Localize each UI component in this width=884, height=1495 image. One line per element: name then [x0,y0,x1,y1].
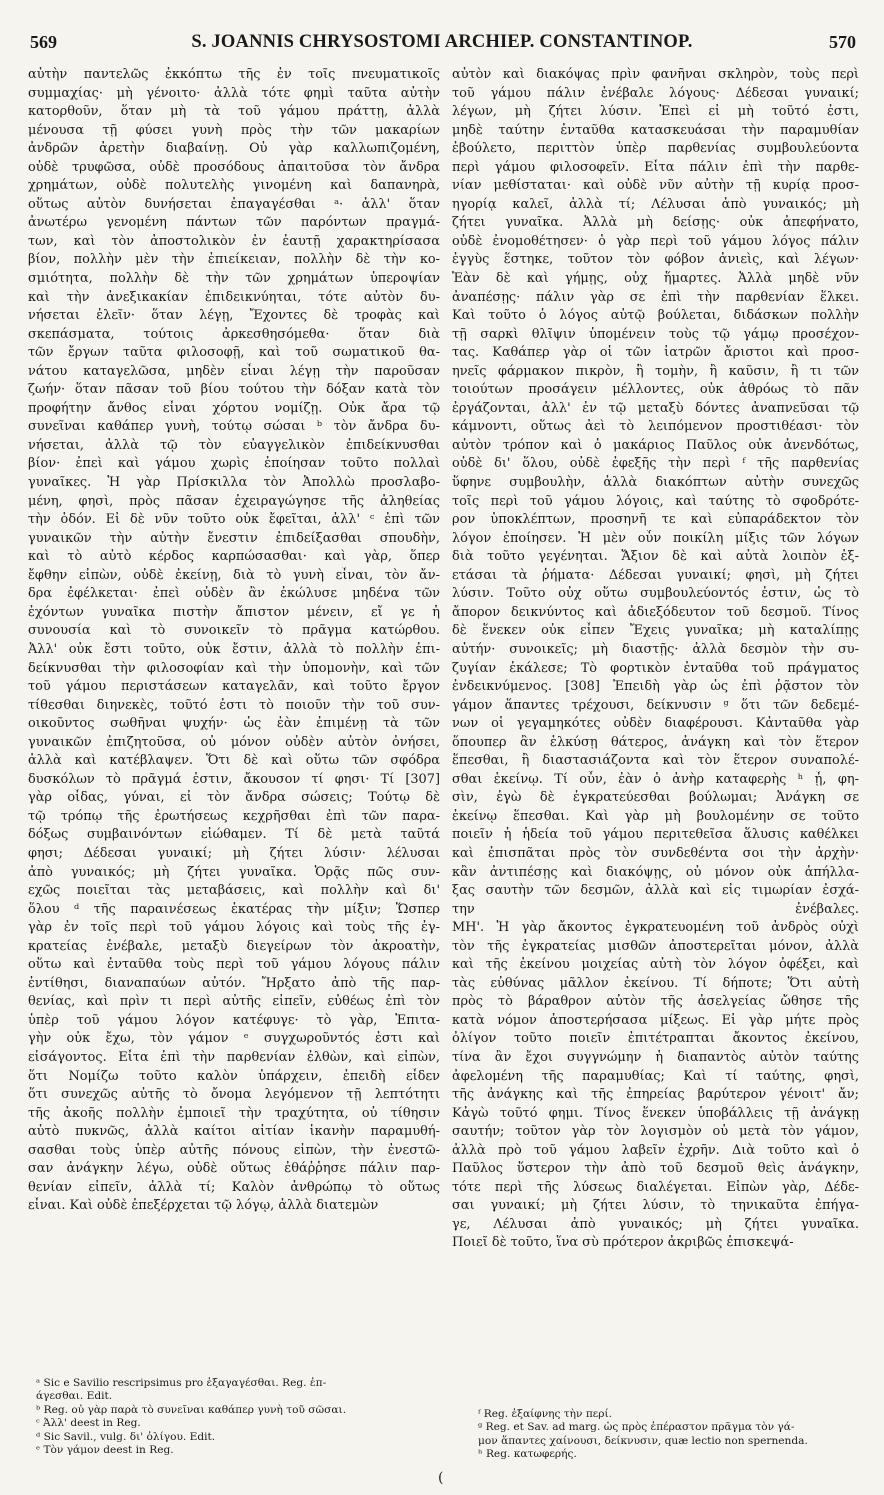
text-line: τας. Καθάπερ γὰρ οἱ τῶν ἰατρῶν ἄριστοι καὶ προσ- [452,345,859,361]
running-header [26,28,858,58]
text-line: ἀναπέσῃς· πάλιν γὰρ σε ἐπὶ τὴν παρθενίαν ἕλκει. [452,289,859,305]
page-number-left: 569 [30,32,57,52]
footnote-line: άγεσθαι. Edit. [36,1390,113,1403]
text-line: λύσιν. Τοῦτο οὐχ οὕτω συμβουλεύοντός ἐστιν, ὡς τὸ [452,586,859,602]
text-line: γε, Λέλυσαι ἀπὸ γυναικός; μὴ ζήτει γυναῖκα. [452,1216,859,1232]
text-line: μένη, φησὶ, πρὸς πᾶσαν ἐχειραγώγησε τῆς ἀληθείας [28,493,440,509]
text-line: τῆς ἀνάγκης καὶ τῆς ἐπηρείας βαρύτερον γένοιτ' ἄν; [452,1087,859,1103]
text-line: νων οἱ γεγαμηκότες οὐδὲν διαφέρουσι. Κἀνταῦθα γὰρ [452,716,859,732]
text-line: συνεῖναι καθάπερ γυνὴ, τούτῳ σώσαι ᵇ τὸν ἄνδρα δυ- [28,419,440,435]
text-line: σθαι ἐκείνῳ. Τί οὖν, ἐὰν ὁ ἀνὴρ καταφερὴς ʰ ᾖ, φη- [452,771,859,787]
text-line: ἕπεσθαι, ἢ διαστασιάζοντα καὶ τὸν ἕτερον συναπολέ- [452,753,859,769]
text-line: ὑπὲρ τοῦ γάμου λόγον κατέφυγε· τὸ γὰρ, Ἐπιτα- [28,1012,440,1028]
text-line: ρον ὑποκλέπτων, προσηνῆ τε καὶ εὐπαράδεκτον τὸν [452,512,859,528]
footnotes-right [478,1408,858,1462]
text-line: ΜΗ'. Ἡ γὰρ ἄκοντος ἐγκρατευομένη τοῦ ἀνδρὸς οὐχὶ [452,920,859,936]
footnote-line: ᵇ Reg. οὐ γὰρ παρὰ τὸ συνεῖναι καθάπερ γυνὴ τοῦ σῶσαι. [36,1403,347,1416]
text-line: δόξως συμβαινόντων εἰώθαμεν. Τί δὲ μετὰ ταῦτά [28,827,440,843]
text-line: καὶ τὸ αὐτὸ κέρδος καρπώσασθαι· καὶ γὰρ, ὅπερ [28,549,440,565]
footnote-line: ᶠ Reg. ἐξαίφνης τὴν περί. [478,1408,613,1420]
text-line: χρημάτων, οὐδὲ πολυτελὴς γινομένη καὶ δαπανηρὰ, [28,178,440,194]
text-line: ηνεῖς φάρμακον πικρὸν, ἢ τομὴν, ἢ καῦσιν, ἢ τι τῶν [452,363,859,379]
text-line: ἀνδρῶν ἀρετὴν διαβαίνῃ. Οὐ γὰρ καλλωπιζομένη, [28,141,440,157]
text-line: Κἀγὼ τοῦτό φημι. Τίνος ἕνεκεν ὑποβάλλεις τῇ ἀνάγκῃ [452,1105,859,1121]
text-line: ἐκείνῳ ἕπεσθαι. Καὶ γὰρ μὴ βουλομένην σε τοῦτο [452,808,859,824]
text-line: κατὰ νόμον ἀποστερήσασα μίξεως. Εἰ γὰρ μήτε πρὸς [452,1012,859,1028]
text-line: ἔφθην εἰπὼν, οὐδὲ ἐκείνῃ, διὰ τὸ γυνὴ εἶναι, τὸν ἄν- [28,567,440,583]
text-line: τότε περὶ τῆς λύσεως διαλέγεται. Εἰπὼν γὰρ, Δέδε- [452,1179,859,1195]
text-line: κάμνοντι, οὕτως ἀεὶ τὸ λειπόμενον προστιθέασι· τὸν [452,419,859,435]
text-line: αὐτὸν τρόπον καὶ ὁ μακάριος Παῦλος οὐκ ἀνενδότως, [452,437,859,453]
text-line: τὸν τῆς ἐγκρατείας μισθῶν ἀποστερεῖται μόνον, ἀλλὰ [452,938,859,954]
text-line: βίον, πολλὴν μὲν τὴν ἐπιείκειαν, πολλὴν δὲ τὴν κο- [28,252,440,268]
text-line: καὶ τῆς ἐκείνου μοιχείας αὐτὴ τὸν λόγον ὀφέξει, καὶ [452,957,859,973]
footnote-line: ᵃ Sic e Savilio rescripsimus pro ἐξαγαγέσθαι. Reg. ἐπ- [36,1377,327,1389]
text-line: μένουσα τῇ φύσει γυνὴ πρὸς τὴν τῶν μακαρίων [28,122,440,138]
text-line: την ἐνέβαλες. [452,901,859,917]
text-line: τοῦ γάμου περιστάσεων καταγελᾶν, καὶ τοῦτο ἔργον [28,679,440,695]
text-line: συνουσία καὶ τὸ συνοικεῖν τὸ πρᾶγμα κατώρθου. [28,623,440,639]
text-line: μηδὲ ταύτην ἐνταῦθα κατασκευάσαι τὴν παραμυθίαν [452,122,859,138]
text-line: ὅπουπερ ἂν ἑλκύσῃ θάτερος, ἀνάγκη καὶ τὸν ἕτερον [452,734,859,750]
text-line: Ποιεῖ δὲ τοῦτο, ἵνα σὺ πρότερον ἀκριβῶς ἐπισκεψά- [452,1235,794,1251]
text-line: γυναικῶν τὴν αὐτὴν ἔνεστιν ἐπιδείξασθαι σπουδὴν, [28,530,440,546]
text-line: ἐβούλετο, περιττὸν ὑπὲρ παρθενίας συμβουλεύοντα [452,141,859,157]
text-line: ηγορίᾳ καλεῖ, ἀλλὰ τί; Λέλυσαι ἀπὸ γυναικός; μὴ [452,196,859,212]
text-line: δὲ ἕνεκεν οὐκ εἶπεν Ἔχεις γυναῖκα; μὴ καταλίπῃς [452,623,859,639]
footnote-line: ᵈ Sic Savil., vulg. δι' ὀλίγου. Edit. [36,1430,216,1443]
text-line: ζωήν· ὅταν πᾶσαν τοῦ βίου τούτου τὴν δόξαν κατὰ τὸν [28,382,440,398]
text-line: αὐτὴν παντελῶς ἐκκόπτω τῆς ἐν τοῖς πνευματικοῖς [28,67,440,82]
text-line: οικοῦντος σωθῆναι ψυχήν· ὡς ἐὰν ἐπιμένῃ τὰ τῶν [28,716,440,732]
text-line: σασθαι τοὺς ὑπὲρ αὐτῆς πόνους εἰπὼν, τὴν ἐνεστῶ- [28,1142,440,1158]
text-line: τῷ τρόπῳ τῆς ἐρωτήσεως κεχρῆσθαι ἐπὶ τῶν παρα- [28,808,440,824]
footnotes-left [36,1377,436,1457]
footnote-line: ᵍ Reg. et Sav. ad marg. ὡς πρὸς ἐπέραστον πρᾶγμα τὸν γά- [478,1421,795,1434]
text-line: θενίας, καὶ πρὶν τι περὶ αὐτῆς εἰπεῖν, εὐθέως ἐπὶ τὸν [28,994,440,1010]
text-line: νίαν μεθίσταται· καὶ οὐδὲ νῦν αὐτὴν τῇ κυρίᾳ προσ- [452,178,859,194]
text-line: κατορθοῦν, ὅταν μὴ τὰ τοῦ γάμου πράττῃ, ἀλλὰ [28,104,440,120]
text-line: καὶ ἐπισπᾶται πρὸς τὸν συνδεθέντα σοι τὴν ἀρχὴν· [452,845,859,861]
text-line: κἂν ἀντιπέσῃς καὶ διακόψῃς, οὐ μόνον οὐκ ἀπήλλα- [452,864,859,880]
text-line: ἀνωτέρω γενομένη πάντων τῶν παρόντων πραγμά- [28,215,440,231]
text-line: συμμαχίας· μὴ γένοιτο· ἀλλὰ τότε φημὶ ταῦτα αὐτὴν [28,85,440,101]
footnote-line: ᶜ Ἀλλ' deest in Reg. [36,1417,141,1430]
text-line: πρὸς τὸ βάραθρον αὐτὸν τῆς ἀσελγείας ὤθησε τῆς [452,994,859,1010]
text-line: Ἀλλ' οὐκ ἔστι τοῦτο, οὐκ ἔστιν, ἀλλὰ τὸ πολλὴν ἐπι- [28,641,440,657]
text-line: τῶν ἔργων ταῦτα φιλοσοφῇ, καὶ τοῦ σωματικοῦ θα- [28,345,440,361]
text-line: γὰρ ἐν τοῖς περὶ τοῦ γάμου λόγοις καὶ τοὺς τῆς ἐγ- [28,920,440,936]
text-line: δρα ἐφέλκεται· ἐπεὶ οὐδὲν ἂν ἐκώλυσε μηδένα τῶν [28,586,440,602]
text-line: κρατείας ἐνέβαλε, μεταξὺ διεγείρων τὸν ἀκροατὴν, [28,938,440,954]
text-line: ποιεῖν ἡ ἡδεία τοῦ γάμου περιτεθεῖσα ἅλυσις καθέλκει [452,827,859,843]
text-line: σαι γυναικί; μὴ ζήτει λύσιν, τὸ τηνικαῦτα ἐπήγα- [452,1198,859,1214]
text-line: ἐργάζονται, ἀλλ' ἐν τῷ μεταξὺ δόντες ἀναπνεῦσαι τῷ [452,400,859,416]
text-line: εἰσάγοντος. Εἶτα ἐπὶ τὴν παρθενίαν ἐλθὼν, καὶ εἰπὼν, [28,1049,440,1065]
text-line: λόγον ἐποίησεν. Ἡ μὲν οὖν ποικίλη μίξις τῶν λόγων [452,530,859,546]
text-line: περὶ γάμου φιλοσοφεῖν. Εἶτα πάλιν ἐπὶ τὴν παρθε- [452,159,859,175]
text-line: ὅλου ᵈ τῆς παραινέσεως ἑκατέρας τὴν μίξιν; Ὥσπερ [28,901,440,917]
text-line: ἀφελομένη τῆς παραμυθίας; Καὶ τί ταύτης, φησὶ, [452,1068,859,1084]
text-line: νάτου καταγελῶσα, μηδὲν εἶναι λέγῃ τὴν παροῦσαν [28,363,440,379]
text-line: τὴν ὁδόν. Εἰ δὲ νῦν τοῦτο οὐκ ἔφεῖται, ἀλλ' ᶜ ἐπὶ τῶν [28,512,440,528]
text-line: ἐγγὺς ἕστηκε, τοῦτον τὸν φόβον ἀνιεὶς, καὶ λέγων· [452,252,859,268]
text-line: αὐτήν· συνοικεῖς; μὴ διαστῇς· ἀλλὰ δεσμὸν τὴν συ- [452,641,859,657]
text-line: ἄπορον δεικνύντος καὶ ἀδιεξόδευτον τοῦ δεσμοῦ. Τίνος [452,604,859,620]
left-text-column [28,66,440,1216]
text-line: γὰρ οἶδας, γύναι, εἰ τὸν ἄνδρα σώσεις; Τούτῳ δὲ [28,790,440,806]
text-line: οὐδὲ τρυφῶσα, οὐδὲ προσόδους ἀπαιτοῦσα τὸν ἄνδρα [28,159,440,175]
text-line: ἐνδεικνύμενος. [308] Ἐπειδὴ γὰρ ὡς ἐπὶ ῥᾷστον τὸν [452,679,859,695]
right-text-column [452,66,859,1253]
text-line: ετάσαι τὰ ῥήματα· Δέδεσαι γυναικί; φησὶ, μὴ ζήτει [452,567,859,583]
text-line: βίον· ἐπεὶ καὶ γάμου χωρὶς ἐποίησαν τοῦτο πολλαὶ [28,456,440,472]
text-line: εχῶς ποιεῖται τὰς μεταβάσεις, καὶ πολλὴν καὶ δι' [28,883,440,899]
text-line: γάμον ἅπαντες τρέχουσι, δείκνυσιν ᵍ ὅτι τῶν δεδεμέ- [452,697,859,713]
text-line: τὰς εὐθύνας μᾶλλον ἐκείνου. Τί δήποτε; Ὅτι αὐτὴ [452,975,859,991]
text-line: Ἐὰν δὲ καὶ γήμῃς, οὐχ ἥμαρτες. Ἀλλὰ μηδὲ νῦν [452,271,859,287]
text-line: εἶναι. Καὶ οὐδὲ ἐπεξέρχεται τῷ λόγῳ, ἀλλὰ διατεμὼν [28,1198,379,1214]
text-line: σαν ἀνάγκην λέγω, οὐδὲ οὕτως ἐθάῤῥησε πάλιν παρ- [28,1161,440,1177]
text-line: ἐχόντων γυναῖκα πιστὴν ἄπιστον μένειν, εἴ γε ἡ [28,604,440,620]
text-line: σκεπάσματα, τούτοις ἀρκεσθησόμεθα· ὅταν διὰ [28,326,440,342]
footnote-line: μον ἅπαντες χαίνουσι, δείκνυσιν, quæ lectio non spernenda. [478,1434,808,1447]
text-line: λέγων, μὴ ζήτει λύσιν. Ἐπεὶ εἰ μὴ τοῦτό ἐστι, [452,104,859,120]
text-line: ζυγίαν ἐκάλεσε; Τὸ φορτικὸν ἐνταῦθα τοῦ πράγματος [452,660,859,676]
text-line: ξας σαυτὴν τῶν δεσμῶν, ἀλλὰ καὶ εἰς τιμωρίαν ἐσχά- [452,883,859,899]
text-line: Παῦλος ὕστερον τὴν ἀπὸ τοῦ δεσμοῦ θεὶς ἀνάγκην, [452,1161,859,1177]
text-line: ὀλίγον τοῦτο ποιεῖν ἐπιτέτραπται ἄκοντος ἐκείνου, [452,1031,859,1047]
text-line: οὐδὲ ἐνομοθέτησεν· ὁ γὰρ περὶ τοῦ γάμου λόγος πάλιν [452,233,859,249]
text-line: τοῦ γάμου πάλιν ἐνέβαλε λόγους· Δέδεσαι γυναικί; [452,85,859,101]
running-title: S. JOANNIS CHRYSOSTOMI ARCHIEP. CONSTANTINOP. [191,32,693,52]
text-line: δυσκόλων τὸ πρᾶγμά ἐστιν, ἄκουσον τί φησι· Τί [307] [28,771,440,787]
text-line: γὴν οὐκ ἔχω, τὸν γάμον ᵉ συγχωροῦντός ἐστι καὶ [28,1031,440,1047]
text-line: σμιότητα, πολλὴν δὲ τὴν τῶν χρημάτων ὑπεροψίαν [28,271,440,287]
text-line: δείκνυσθαι τὴν φιλοσοφίαν καὶ τὴν ὑπομονὴν, καὶ τῶν [28,660,440,676]
text-line: ἀλλὰ καὶ κατέβλαψεν. Ὅτι δὲ καὶ οὕτω τῶν σφόδρα [28,753,440,769]
text-line: νήσεται, ἀλλὰ τῷ τὸν εὐαγγελικὸν ἐπιδείκνυσθαι [28,437,440,453]
text-line: τῇ σαρκὶ θλῖψιν ὑπομένειν τοὺς τῷ γάμῳ προσέχον- [452,326,859,342]
text-line: θενίαν εἰπεῖν, ἀλλὰ τί; Καλὸν ἀνθρώπῳ τὸ οὕτως [28,1179,440,1195]
text-line: καὶ τὴν ἀνεξικακίαν ἐπιδεικνύηται, τότε αὐτὸν δυ- [28,289,440,305]
text-line: διὰ τοῦτο γεγένηται. Ἄξιον δὲ καὶ αὐτὰ λοιπὸν ἐξ- [452,549,859,565]
text-line: τίνα ἂν ἔχοι συγγνώμην ἡ διαπαντὸς αὐτὸν ταύτης [452,1049,859,1065]
footnote-line: ᵉ Τὸν γάμον deest in Reg. [36,1443,174,1456]
footnote-line: ʰ Reg. κατωφερής. [478,1448,577,1461]
text-line: προφήτην ἄνθος εἶναι χόρτου νομίζῃ. Οὐκ ἄρα τῷ [28,400,440,416]
text-line: ὅτι Νομίζω τοῦτο καλὸν ὑπάρχειν, ἐπειδὴ εἶδεν [28,1068,440,1084]
text-line: τοῖς περὶ τοῦ γάμου λόγοις, καὶ ταύτης τὸ σφοδρότε- [452,493,859,509]
text-line: γυναικῶν ἐπιζητοῦσα, οὐ μόνον οὐδὲν αὐτὸν ὀνήσει, [28,734,440,750]
text-line: τοιούτων προσάγειν μέλλοντες, οὐκ ἀθρόως τὸ πᾶν [452,382,859,398]
text-line: των, καὶ τὸν ἀποστολικὸν ἐν ἑαυτῇ χαρακτηρίσασα [28,233,440,249]
text-line: νήσεται ἑλεῖν· ὅταν λέγῃ, Ἔχοντες δὲ τροφὰς καὶ [28,308,440,324]
bottom-mark: ( [438,1470,444,1486]
text-line: σὶν, ἐγὼ δὲ ἐγκρατεύεσθαι βούλωμαι; Ἀνάγκη σε [452,790,859,806]
text-line: ὅτι συνεχῶς αὐτῆς τὸ ὄνομα λεγόμενον τῇ λεπτότητι [28,1087,440,1103]
text-line: σαυτήν; τοῦτον γὰρ τὸν λογισμὸν οὐ μετὰ τὸν γάμον, [452,1124,859,1140]
page-number-right: 570 [829,32,856,52]
text-line: Καὶ τοῦτο ὁ λόγος αὐτῷ βούλεται, διδάσκων πολλὴν [452,308,859,324]
text-line: ἀλλὰ πρὸ τοῦ γάμου λαβεῖν ἐχρῆν. Διὰ τοῦτο καὶ ὁ [452,1142,859,1158]
text-line: φησι; Δέδεσαι γυναικί; μὴ ζήτει λύσιν· λέλυσαι [28,845,440,861]
text-line: αὐτὸν καὶ διακόψας πρὶν φανῆναι σκληρὸν, τοὺς περὶ [452,67,859,82]
text-line: οὕτω καὶ ἐνταῦθα τοὺς περὶ τοῦ γάμου λόγους πάλιν [28,957,440,973]
text-line: ὕφηνε συμβουλὴν, ἀλλὰ διακόπτων αὐτὴν συνεχῶς [452,475,859,491]
text-line: τῆς ἀκοῆς πολλὴν ἐμποιεῖ τὴν τραχύτητα, οὐ τίθησιν [28,1105,440,1121]
text-line: ἐντίθησι, διαναπαύων αὐτόν. Ἤρξατο ἀπὸ τῆς παρ- [28,975,440,991]
text-line: αὐτὸ πυκνῶς, ἀλλὰ καίτοι αἰτίαν ἱκανὴν παραμυθή- [28,1124,440,1140]
text-line: γυναῖκες. Ἡ γὰρ Πρίσκιλλα τὸν Ἀπολλὼ προσλαβο- [28,475,440,491]
text-line: τίθεσθαι διηνεκὲς, τοῦτό ἐστι τὸ ποιοῦν τὴν τοῦ συν- [28,697,440,713]
text-line: ἀπὸ γυναικός; μὴ ζήτει γυναῖκα. Ὁρᾷς πῶς συν- [28,864,440,880]
text-line: οὕτως αὐτὸν δυνήσεται ἐπαγαγέσθαι ᵃ· ἀλλ' ὅταν [28,196,440,212]
text-line: ζήτει γυναῖκα. Ἀλλὰ μὴ δείσῃς· οὐκ ἀπεφήνατο, [452,215,859,231]
text-line: οὐδὲ δι' ὅλου, οὐδὲ ἐφεξῆς τὴν περὶ ᶠ τῆς παρθενίας [452,456,859,472]
